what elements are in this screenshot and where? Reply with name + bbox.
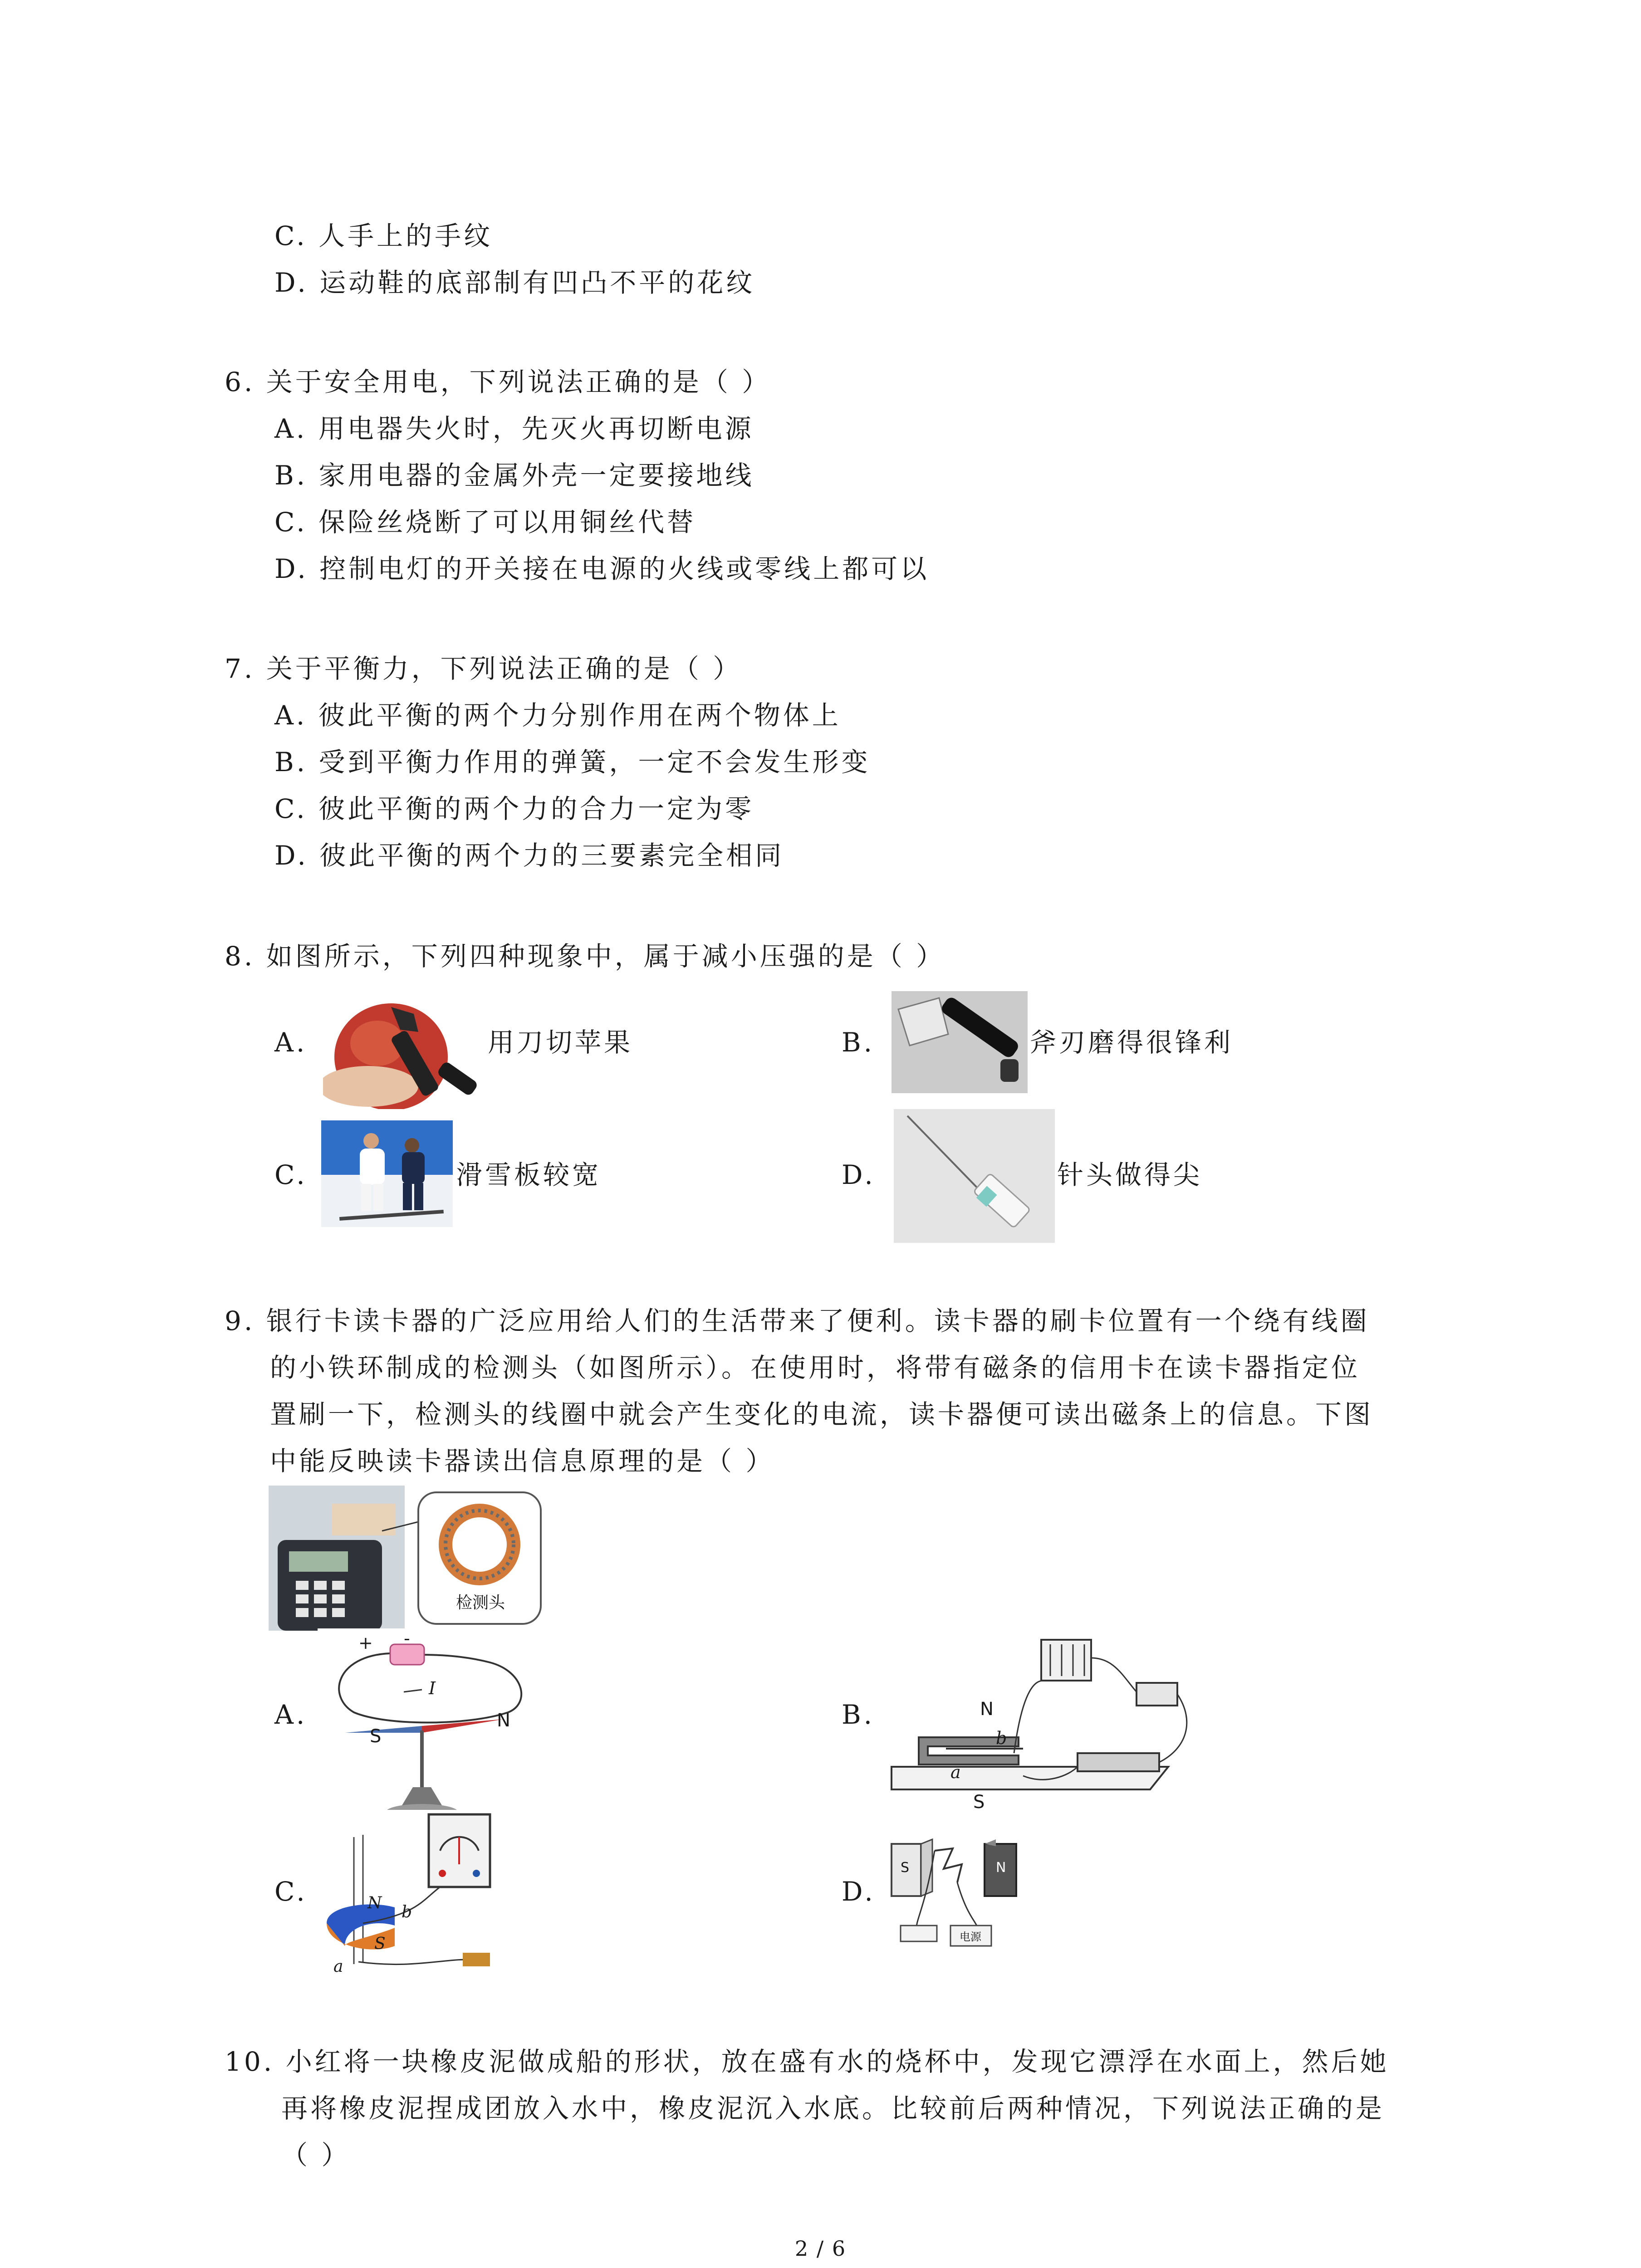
- q7-option-a: A. 彼此平衡的两个力分别作用在两个物体上: [274, 700, 841, 731]
- north-label: N: [367, 1894, 382, 1912]
- q8-d-letter: D.: [842, 1159, 876, 1190]
- q8-stem: 8. 如图所示，下列四种现象中，属于减小压强的是（ ）: [225, 941, 945, 972]
- q9-d-letter: D.: [842, 1876, 876, 1907]
- syringe-image: [894, 1109, 1055, 1243]
- q7-stem: 7. 关于平衡力，下列说法正确的是（ ）: [225, 653, 742, 684]
- induction-experiment-figure: [318, 1810, 544, 1982]
- oersted-experiment-figure: [318, 1628, 531, 1828]
- south-label: S: [973, 1792, 985, 1813]
- a-label: a: [333, 1957, 343, 1976]
- q5-option-c: C. 人手上的手纹: [274, 220, 493, 251]
- page-number: 2 / 6: [794, 2236, 847, 2261]
- q9-b-letter: B.: [842, 1699, 875, 1730]
- north-label: N: [996, 1860, 1006, 1876]
- q6-option-c: C. 保险丝烧断了可以用铜丝代替: [274, 507, 696, 538]
- north-label: N: [497, 1710, 510, 1731]
- q8-c-letter: C.: [274, 1159, 308, 1190]
- q6-option-b: B. 家用电器的金属外壳一定要接地线: [274, 460, 754, 491]
- south-label: S: [370, 1726, 382, 1747]
- q8-b-text: 斧刃磨得很锋利: [1030, 1027, 1234, 1058]
- q8-a-letter: A.: [274, 1027, 308, 1058]
- q9-stem-line-3: 置刷一下，检测头的线圈中就会产生变化的电流，读卡器便可读出磁条上的信息。下图: [270, 1399, 1374, 1430]
- current-in-magnetic-field-figure: [889, 1837, 1025, 1955]
- q8-a-text: 用刀切苹果: [488, 1027, 633, 1058]
- q7-option-b: B. 受到平衡力作用的弹簧，一定不会发生形变: [274, 747, 871, 777]
- motor-principle-figure: [887, 1631, 1205, 1821]
- q10-stem-line-2: 再将橡皮泥捏成团放入水中，橡皮泥沉入水底。比较前后两种情况，下列说法正确的是: [281, 2093, 1385, 2124]
- q6-option-d: D. 控制电灯的开关接在电源的火线或零线上都可以: [274, 553, 930, 584]
- q6-option-a: A. 用电器失火时，先灭火再切断电源: [274, 413, 754, 444]
- north-label: N: [980, 1699, 994, 1720]
- power-label: 电源: [960, 1931, 981, 1943]
- south-label: S: [901, 1860, 910, 1876]
- ski-image: [321, 1120, 453, 1227]
- q6-stem: 6. 关于安全用电，下列说法正确的是（ ）: [225, 367, 771, 397]
- apple-knife-image: [323, 989, 484, 1109]
- axe-image: [892, 991, 1028, 1093]
- q9-stem-line-2: 的小铁环制成的检测头（如图所示）。在使用时，将带有磁条的信用卡在读卡器指定位: [270, 1352, 1361, 1383]
- q9-c-letter: C.: [274, 1876, 308, 1907]
- q8-d-text: 针头做得尖: [1057, 1159, 1203, 1190]
- q8-b-letter: B.: [842, 1027, 875, 1058]
- q10-stem-line-3: （ ）: [281, 2140, 351, 2170]
- q8-c-text: 滑雪板较宽: [456, 1159, 602, 1190]
- q7-option-d: D. 彼此平衡的两个力的三要素完全相同: [274, 840, 784, 871]
- plus-label: +: [358, 1633, 373, 1653]
- current-label: I: [429, 1678, 436, 1698]
- detector-label: 检测头: [456, 1593, 505, 1612]
- a-label: a: [950, 1762, 961, 1782]
- q7-option-c: C. 彼此平衡的两个力的合力一定为零: [274, 793, 754, 824]
- q9-stem-line-1: 9. 银行卡读卡器的广泛应用给人们的生活带来了便利。读卡器的刷卡位置有一个绕有线圈: [225, 1305, 1370, 1336]
- q5-option-d: D. 运动鞋的底部制有凹凸不平的花纹: [274, 267, 755, 298]
- q10-stem-line-1: 10. 小红将一块橡皮泥做成船的形状，放在盛有水的烧杯中，发现它漂浮在水面上，然后她: [225, 2046, 1389, 2077]
- b-label: b: [402, 1903, 412, 1921]
- b-label: b: [996, 1728, 1007, 1748]
- q9-a-letter: A.: [274, 1699, 308, 1730]
- minus-label: -: [404, 1628, 410, 1648]
- south-label: S: [374, 1935, 386, 1953]
- q9-stem-line-4: 中能反映读卡器读出信息原理的是（ ）: [270, 1446, 775, 1476]
